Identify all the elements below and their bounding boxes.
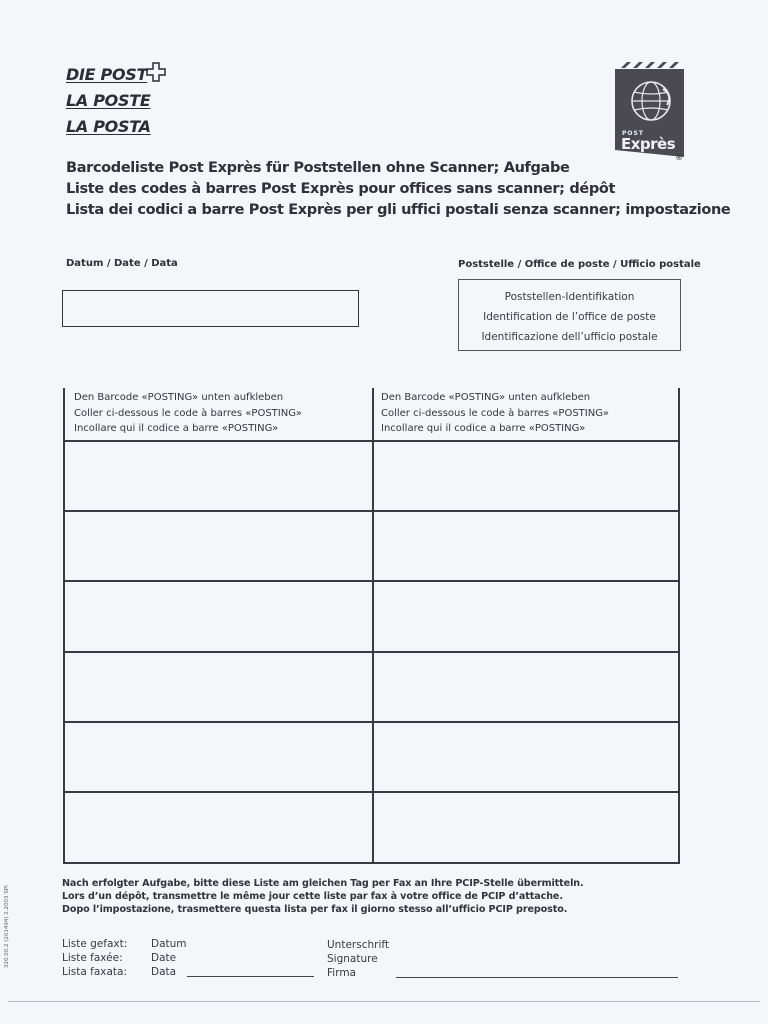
instruction-de: Nach erfolgter Aufgabe, bitte diese Liste am gleichen Tag per Fax an Ihre PCIP-Stelle übermitteln. (62, 878, 584, 889)
faxed-label-fr: Liste faxée: (62, 952, 123, 964)
faxed-label-it: Lista faxata: (62, 966, 127, 978)
date-label-it: Data (151, 966, 177, 978)
column-header-right (381, 390, 609, 437)
date-field[interactable] (62, 290, 359, 327)
signature-label-de: Unterschrift (327, 939, 389, 951)
brand-line-it: LA POSTA (66, 117, 151, 136)
globe-icon (615, 69, 684, 139)
barcode-slot[interactable] (374, 653, 678, 721)
post-wordmark (66, 64, 151, 142)
title-fr: Liste des codes à barres Post Exprès pour offices sans scanner; dépôt (66, 181, 616, 197)
barcode-slot[interactable] (374, 723, 678, 791)
post-office-label: Poststelle / Office de poste / Ufficio postale (458, 259, 701, 270)
barcode-slot[interactable] (65, 793, 372, 862)
title-de: Barcodeliste Post Exprès für Poststellen ohne Scanner; Aufgabe (66, 160, 570, 176)
barcode-slot[interactable] (374, 442, 678, 510)
form-code: 320.00.2 (201494) 2.2003 SPI (4, 885, 10, 968)
header-line: Coller ci-dessous le code à barres «POSTING» (74, 407, 302, 419)
date-label-fr: Date (151, 952, 177, 964)
page-edge-rule (8, 1001, 760, 1002)
office-id-de: Poststellen-Identifikation (504, 291, 635, 303)
barcode-slot[interactable] (374, 793, 678, 862)
swiss-cross-icon (146, 62, 166, 82)
signature-label-fr: Signature (327, 953, 378, 965)
office-id-it: Identificazione dell’ufficio postale (481, 331, 658, 343)
logo-small-text: POST (622, 130, 644, 137)
faxed-label (62, 937, 127, 979)
date-label: Datum / Date / Data (66, 258, 178, 269)
header-line: Den Barcode «POSTING» unten aufkleben (74, 392, 284, 403)
barcode-slot[interactable] (374, 512, 678, 580)
header-line: Den Barcode «POSTING» unten aufkleben (381, 392, 591, 403)
registered-mark: ® (675, 153, 683, 162)
barcode-slot[interactable] (374, 582, 678, 651)
barcode-slot[interactable] (65, 582, 372, 651)
brand-line-fr: LA POSTE (66, 91, 151, 110)
post-office-id-field[interactable] (458, 279, 681, 351)
grid-row-line (63, 862, 680, 864)
barcode-slot[interactable] (65, 442, 372, 510)
barcode-slot[interactable] (65, 512, 372, 580)
signature-line[interactable] (396, 977, 678, 978)
title-it: Lista dei codici a barre Post Exprès per gli uffici postali senza scanner; impostazione (66, 202, 731, 218)
instruction-it: Dopo l’impostazione, trasmettere questa lista per fax il giorno stesso all’ufficio PCIP preposto. (62, 904, 568, 915)
header-line: Incollare qui il codice a barre «POSTING» (381, 423, 586, 434)
logo-stripes-icon (615, 61, 684, 69)
fax-instructions (62, 877, 584, 916)
faxed-label-de: Liste gefaxt: (62, 938, 128, 950)
header-line: Coller ci-dessous le code à barres «POSTING» (381, 407, 609, 419)
logo-big-text: Exprès (621, 135, 676, 153)
date-label-de: Datum (151, 938, 187, 950)
signature-label (327, 938, 389, 980)
barcode-slot[interactable] (65, 653, 372, 721)
post-expres-logo (615, 61, 684, 163)
brand-line-de: DIE POST (66, 65, 148, 84)
signature-label-it: Firma (327, 967, 356, 979)
faxed-date-line[interactable] (187, 976, 314, 977)
barcode-slot[interactable] (65, 723, 372, 791)
header-line: Incollare qui il codice a barre «POSTING» (74, 423, 279, 434)
instruction-fr: Lors d’un dépôt, transmettre le même jour cette liste par fax à votre office de PCIP d’attache. (62, 891, 563, 902)
column-header-left (74, 390, 302, 437)
barcode-table (63, 388, 680, 864)
form-titles (66, 158, 731, 221)
faxed-date-label (151, 937, 187, 979)
office-id-fr: Identification de l’office de poste (483, 311, 656, 323)
